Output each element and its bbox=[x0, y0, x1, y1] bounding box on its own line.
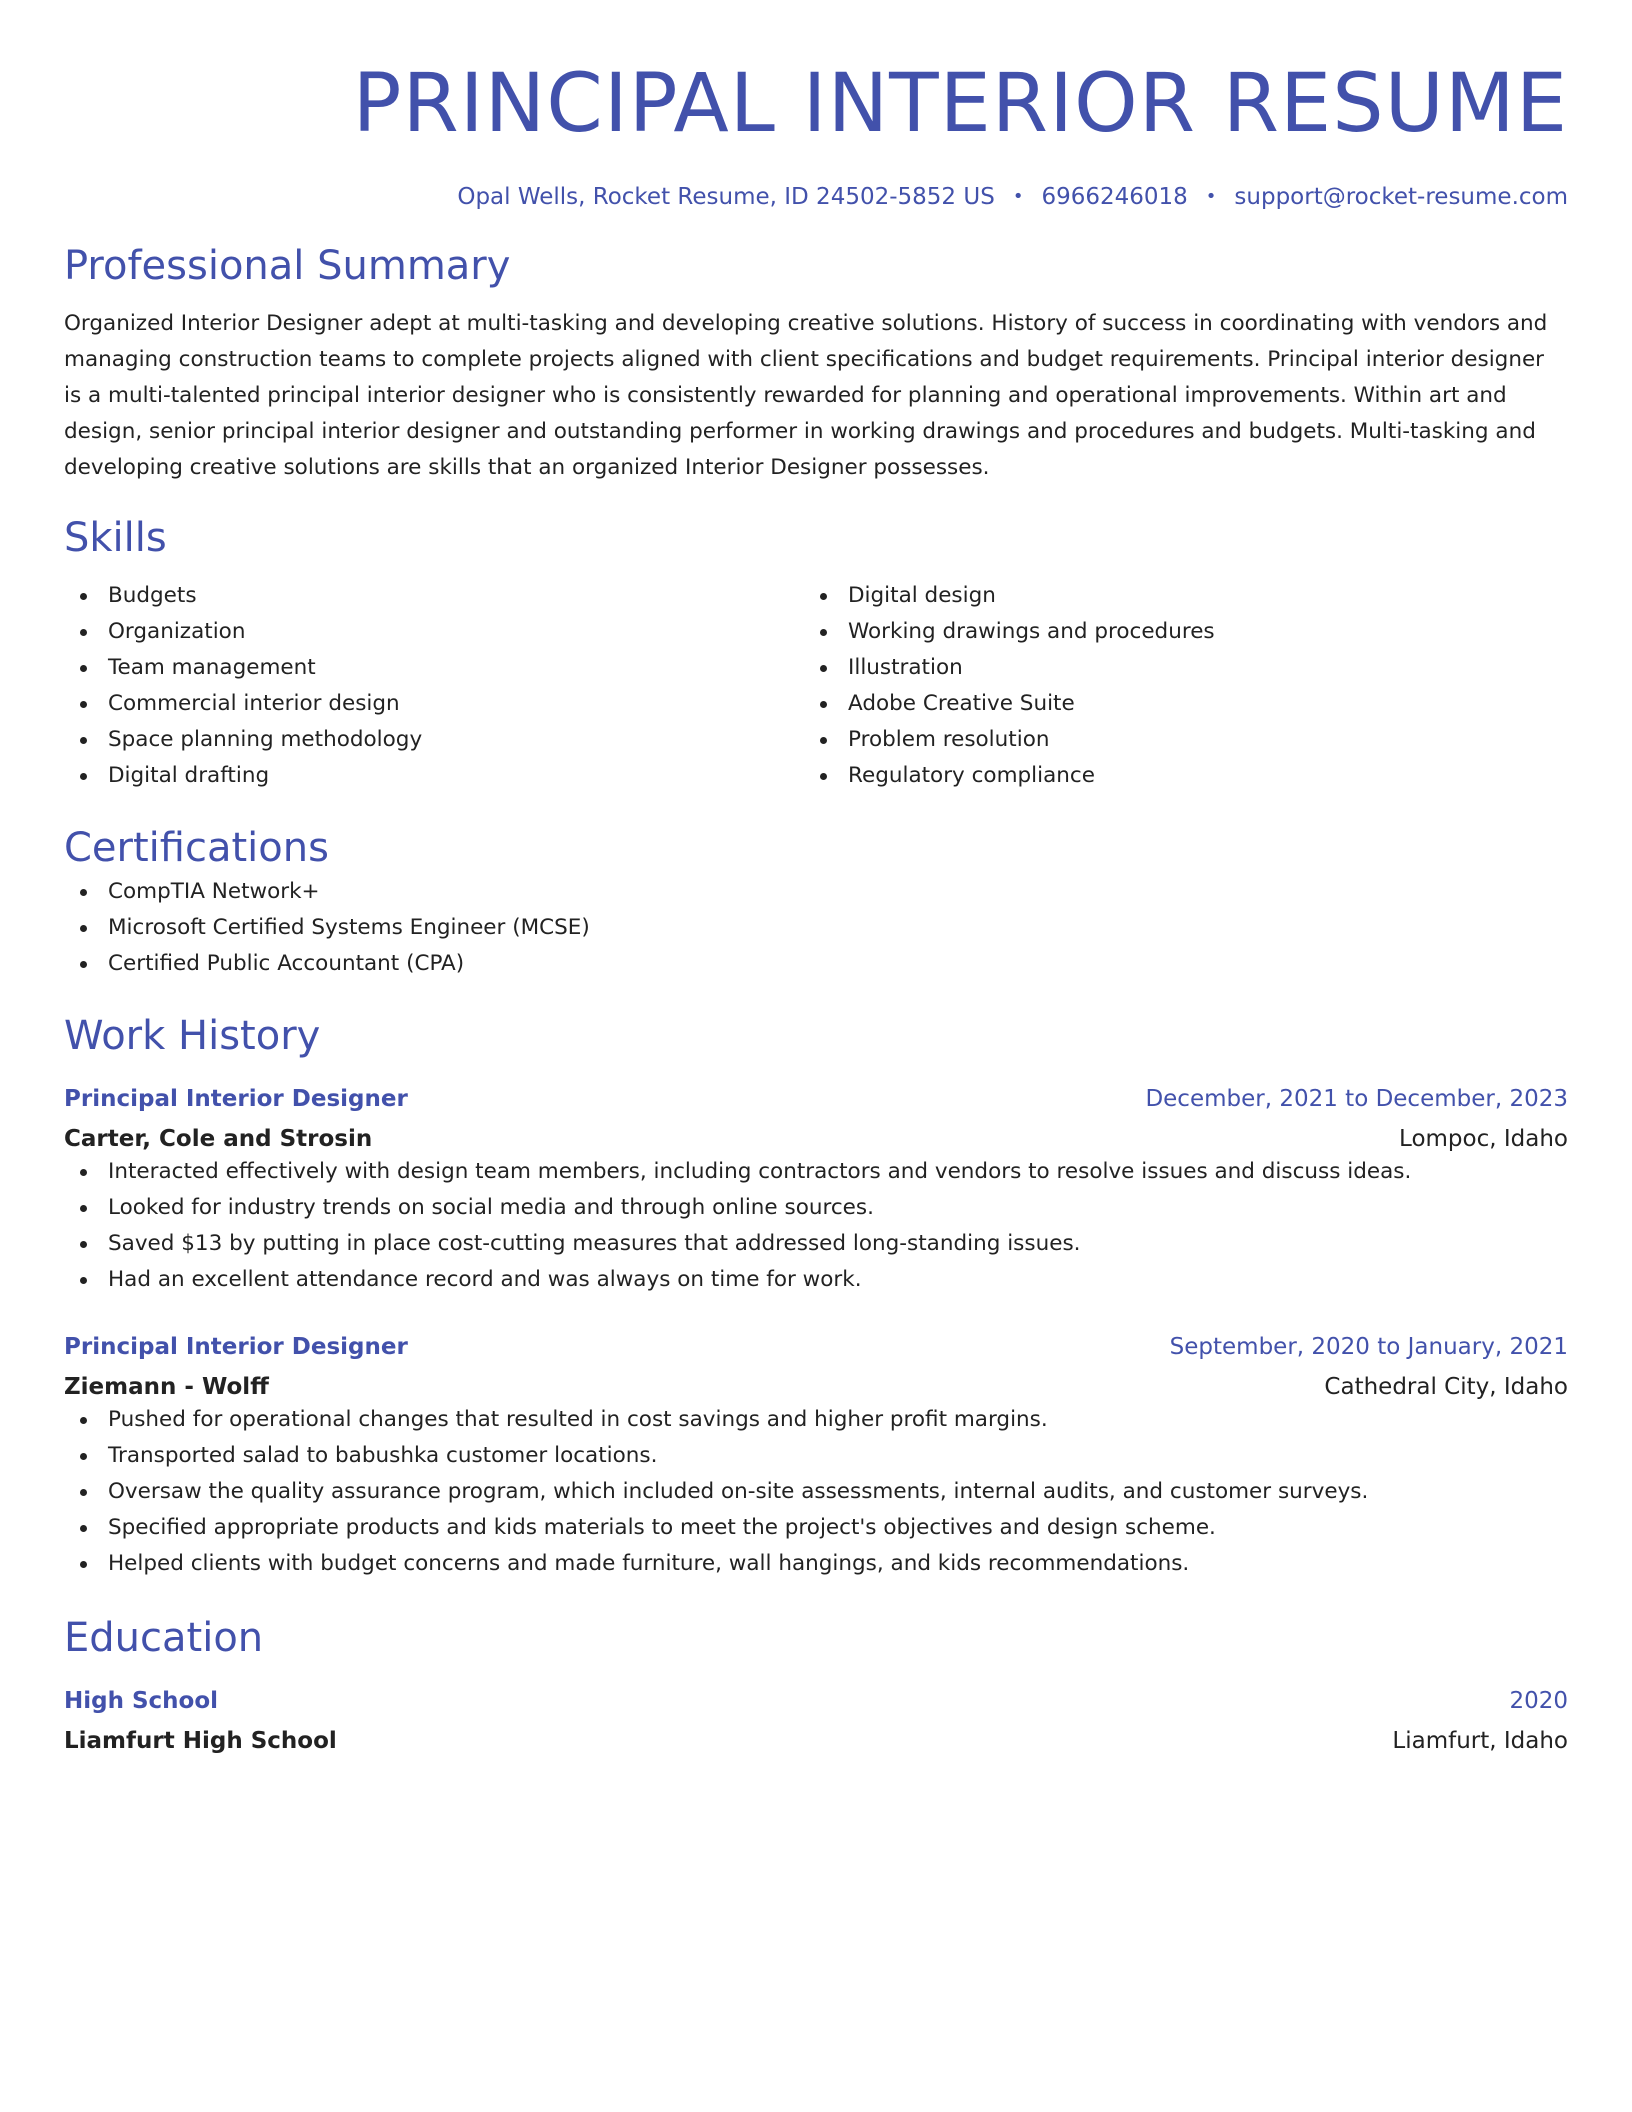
skill-item: Space planning methodology bbox=[64, 722, 804, 758]
job-entry bbox=[64, 1332, 1568, 1582]
job-subheader bbox=[64, 1124, 1568, 1154]
education-heading: Education bbox=[64, 1615, 264, 1661]
job-duty: Helped clients with budget concerns and made furniture, wall hangings, and kids recommendations. bbox=[64, 1546, 1568, 1582]
contact-separator: • bbox=[1012, 186, 1024, 207]
education-entry bbox=[64, 1686, 1568, 1756]
job-subheader bbox=[64, 1372, 1568, 1402]
certification-item: Microsoft Certified Systems Engineer (MCSE) bbox=[64, 910, 1568, 946]
job-entry bbox=[64, 1084, 1568, 1298]
skill-item: Commercial interior design bbox=[64, 686, 804, 722]
job-header bbox=[64, 1084, 1568, 1114]
certifications-heading: Certifications bbox=[64, 825, 329, 871]
skills-list-right bbox=[804, 578, 1544, 794]
job-duty: Had an excellent attendance record and was always on time for work. bbox=[64, 1262, 1568, 1298]
job-location: Cathedral City, Idaho bbox=[1324, 1374, 1568, 1400]
job-role: Principal Interior Designer bbox=[64, 1086, 408, 1112]
job-duties bbox=[64, 1402, 1568, 1582]
education-school: Liamfurt High School bbox=[64, 1728, 337, 1754]
education-year: 2020 bbox=[1509, 1688, 1568, 1714]
education-header bbox=[64, 1686, 1568, 1716]
job-header bbox=[64, 1332, 1568, 1362]
job-duty: Interacted effectively with design team members, including contractors and vendors to resolve issues and discuss ideas. bbox=[64, 1154, 1568, 1190]
job-dates: September, 2020 to January, 2021 bbox=[1169, 1334, 1568, 1360]
skills-heading: Skills bbox=[64, 515, 167, 561]
job-duty: Specified appropriate products and kids materials to meet the project's objectives and design scheme. bbox=[64, 1510, 1568, 1546]
education-degree: High School bbox=[64, 1688, 219, 1714]
contact-email[interactable]: support@rocket-resume.com bbox=[1234, 184, 1568, 210]
job-company: Carter, Cole and Strosin bbox=[64, 1126, 373, 1152]
skill-item: Budgets bbox=[64, 578, 804, 614]
skill-item: Digital drafting bbox=[64, 758, 804, 794]
job-company: Ziemann - Wolff bbox=[64, 1374, 269, 1400]
resume-title: PRINCIPAL INTERIOR RESUME bbox=[352, 57, 1568, 151]
contact-separator: • bbox=[1205, 186, 1217, 207]
summary-heading: Professional Summary bbox=[64, 243, 511, 289]
skill-item: Working drawings and procedures bbox=[804, 614, 1544, 650]
job-location: Lompoc, Idaho bbox=[1399, 1126, 1568, 1152]
summary-text: Organized Interior Designer adept at multi-tasking and developing creative solutions. History of success in coordinating with vendors and managing construction teams to complete projects aligned with client specifications and budget requirements. Principal interior designer is a multi-talented principal interior designer who is consistently rewarded for planning and operational improvements. Within art and design, senior principal interior designer and outstanding performer in working drawings and procedures and budgets. Multi-tasking and developing creative solutions are skills that an organized Interior Designer possesses. bbox=[64, 311, 1548, 480]
job-duty: Pushed for operational changes that resulted in cost savings and higher profit margins. bbox=[64, 1402, 1568, 1438]
contact-phone: 6966246018 bbox=[1041, 184, 1188, 210]
education-subheader bbox=[64, 1726, 1568, 1756]
contact-address: Opal Wells, Rocket Resume, ID 24502-5852 US bbox=[457, 184, 995, 210]
job-duty: Oversaw the quality assurance program, which included on-site assessments, internal audits, and customer surveys. bbox=[64, 1474, 1568, 1510]
certification-item: Certified Public Accountant (CPA) bbox=[64, 946, 1568, 982]
skill-item: Adobe Creative Suite bbox=[804, 686, 1544, 722]
job-duties bbox=[64, 1154, 1568, 1298]
skill-item: Team management bbox=[64, 650, 804, 686]
skill-item: Illustration bbox=[804, 650, 1544, 686]
contact-line bbox=[64, 182, 1568, 212]
skills-columns bbox=[64, 578, 1568, 794]
skill-item: Regulatory compliance bbox=[804, 758, 1544, 794]
skill-item: Problem resolution bbox=[804, 722, 1544, 758]
skill-item: Digital design bbox=[804, 578, 1544, 614]
job-duty: Transported salad to babushka customer locations. bbox=[64, 1438, 1568, 1474]
job-duty: Saved $13 by putting in place cost-cutting measures that addressed long-standing issues. bbox=[64, 1226, 1568, 1262]
certification-item: CompTIA Network+ bbox=[64, 874, 1568, 910]
job-dates: December, 2021 to December, 2023 bbox=[1145, 1086, 1568, 1112]
skill-item: Organization bbox=[64, 614, 804, 650]
skills-list-left bbox=[64, 578, 804, 794]
job-duty: Looked for industry trends on social media and through online sources. bbox=[64, 1190, 1568, 1226]
certifications-list bbox=[64, 874, 1568, 982]
job-role: Principal Interior Designer bbox=[64, 1334, 408, 1360]
education-location: Liamfurt, Idaho bbox=[1392, 1728, 1568, 1754]
work-history-heading: Work History bbox=[64, 1013, 321, 1059]
